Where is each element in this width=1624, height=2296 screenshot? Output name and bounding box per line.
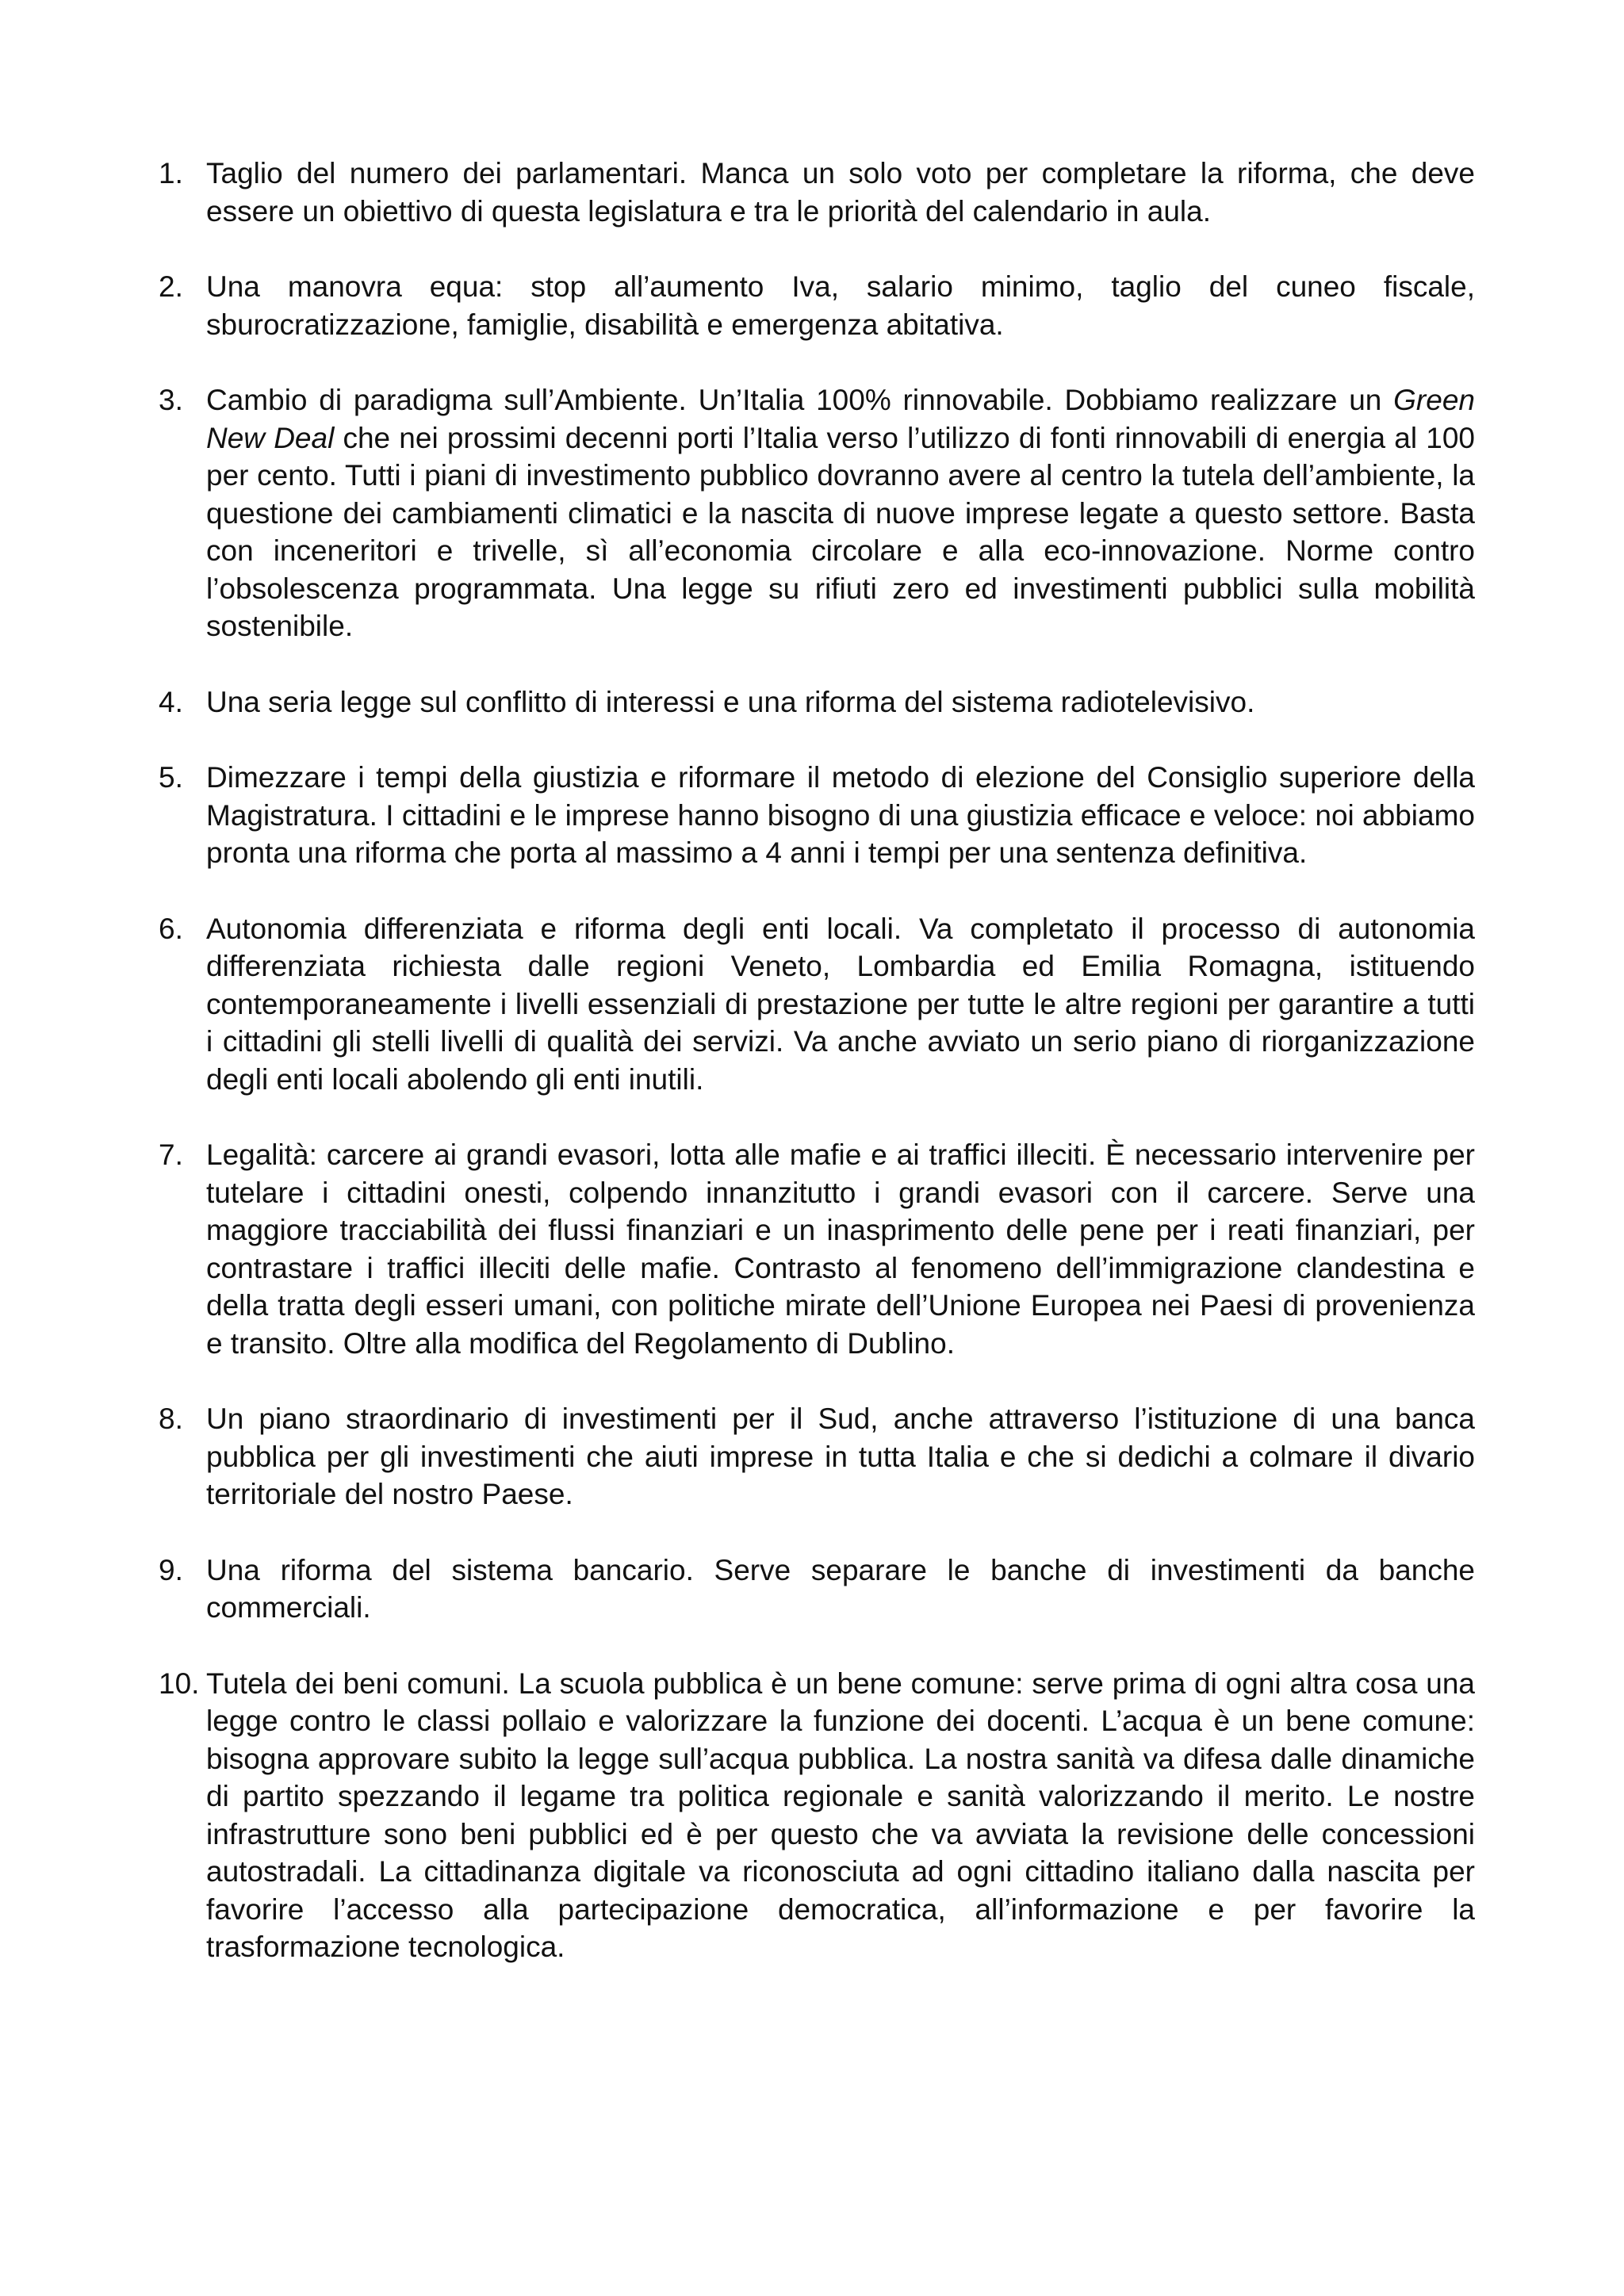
list-item-number: 4. — [159, 685, 183, 718]
list-item-text: Taglio del numero dei parlamentari. Manca un solo voto per completare la riforma, che deve essere un obiettivo di questa legislatura e tra le priorità del calendario in aula. — [206, 157, 1475, 228]
list-item — [159, 381, 1475, 645]
list-item-text: Dimezzare i tempi della giustizia e riformare il metodo di elezione del Consiglio superiore della Magistratura. I cittadini e le imprese hanno bisogno di una giustizia efficace e veloce: noi abbiamo pronta una riforma che porta al massimo a 4 anni i tempi per una sentenza definitiva. — [206, 761, 1475, 869]
list-item-text — [206, 381, 1475, 645]
list-item — [159, 759, 1475, 872]
list-item-text: Una seria legge sul conflitto di interessi e una riforma del sistema radiotelevisivo. — [206, 685, 1255, 718]
numbered-list — [159, 155, 1475, 2004]
list-item-number: 5. — [159, 761, 183, 794]
list-item-number: 6. — [159, 912, 183, 945]
list-item-number: 2. — [159, 270, 183, 303]
list-item-text: Tutela dei beni comuni. La scuola pubblica è un bene comune: serve prima di ogni altra cosa una legge contro le classi pollaio e valorizzare la funzione dei docenti. L’acqua è un bene comune: bisogna approvare subito la legge sull’acqua pubblica. La nostra sanità va difesa dalle dinamiche di partito spezzando il legame tra politica regionale e sanità valorizzando il merito. Le nostre infrastrutture sono beni pubblici ed è per questo che va avviata la revisione delle concessioni autostradali. La cittadinanza digitale va riconosciuta ad ogni cittadino italiano dalla nascita per favorire l’accesso alla partecipazione democratica, all’informazione e per favorire la trasformazione tecnologica. — [206, 1667, 1475, 1963]
list-item-number: 1. — [159, 157, 183, 189]
list-item-text-part: che nei prossimi decenni porti l’Italia verso l’utilizzo di fonti rinnovabili di energia al 100 per cento. Tutti i piani di investimento pubblico dovranno avere al centro la tutela dell’ambiente, la questione dei cambiamenti climatici e la nascita di nuove imprese legate a questo settore. Basta con inceneritori e trivelle, sì all’economia circolare e alla eco-innovazione. Norme contro l’obsolescenza programmata. Una legge su rifiuti zero ed investimenti pubblici sulla mobilità sostenibile. — [206, 421, 1475, 642]
list-item-number: 10. — [159, 1667, 200, 1700]
list-item — [159, 268, 1475, 343]
list-item-text: Autonomia differenziata e riforma degli enti locali. Va completato il processo di autonomia differenziata richiesta dalle regioni Veneto, Lombardia ed Emilia Romagna, istituendo contemporaneamente i livelli essenziali di prestazione per tutte le altre regioni per garantire a tutti i cittadini gli stelli livelli di qualità dei servizi. Va anche avviato un serio piano di riorganizzazione degli enti locali abolendo gli enti inutili. — [206, 912, 1475, 1096]
list-item — [159, 910, 1475, 1099]
list-item-number: 9. — [159, 1553, 183, 1586]
list-item-number: 3. — [159, 384, 183, 416]
list-item-number: 8. — [159, 1402, 183, 1435]
list-item — [159, 1400, 1475, 1513]
list-item — [159, 1552, 1475, 1627]
list-item-text-part: Cambio di paradigma sull’Ambiente. Un’Italia 100% rinnovabile. Dobbiamo realizzare un — [206, 384, 1394, 416]
list-item — [159, 683, 1475, 721]
list-item-number: 7. — [159, 1138, 183, 1171]
list-item-text: Una riforma del sistema bancario. Serve separare le banche di investimenti da banche commerciali. — [206, 1553, 1475, 1624]
list-item-emphasis: Green New Deal — [206, 384, 1475, 454]
list-item-text: Un piano straordinario di investimenti per il Sud, anche attraverso l’istituzione di una banca pubblica per gli investimenti che aiuti imprese in tutta Italia e che si dedichi a colmare il divario territoriale del nostro Paese. — [206, 1402, 1475, 1510]
list-item — [159, 1136, 1475, 1362]
list-item — [159, 1665, 1475, 1966]
list-item — [159, 155, 1475, 230]
list-item-text: Legalità: carcere ai grandi evasori, lotta alle mafie e ai traffici illeciti. È necessario intervenire per tutelare i cittadini onesti, colpendo innanzitutto i grandi evasori con il carcere. Serve una maggiore tracciabilità dei flussi finanziari e un inasprimento delle pene per i reati finanziari, per contrastare i traffici illeciti delle mafie. Contrasto al fenomeno dell’immigrazione clandestina e della tratta degli esseri umani, con politiche mirate dell’Unione Europea nei Paesi di provenienza e transito. Oltre alla modifica del Regolamento di Dublino. — [206, 1138, 1475, 1360]
list-item-text: Una manovra equa: stop all’aumento Iva, salario minimo, taglio del cuneo fiscale, sburocratizzazione, famiglie, disabilità e emergenza abitativa. — [206, 270, 1475, 341]
